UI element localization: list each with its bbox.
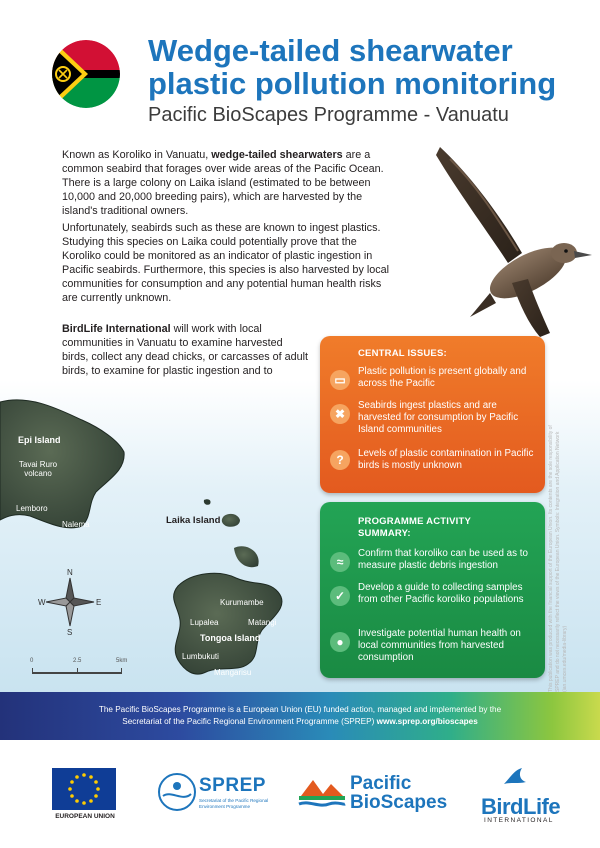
compass-n: N <box>67 568 73 577</box>
bird-icon: ≈ <box>330 552 350 572</box>
map-label-matangi: Matangi <box>248 618 277 627</box>
sprep-emblem-icon <box>157 772 197 817</box>
page-subtitle: Pacific BioScapes Programme - Vanuatu <box>148 104 509 126</box>
checklist-icon: ✓ <box>330 586 350 606</box>
scale-label-end: 5km <box>116 658 128 664</box>
central-issue-item: Levels of plastic contamination in Pacific birds is mostly unknown <box>358 448 534 471</box>
plastic-bag-icon: ▭ <box>330 370 350 390</box>
page-title: Wedge-tailed shearwater plastic pollution monitoring <box>148 33 557 101</box>
shearwater-photo <box>400 145 596 340</box>
map-label-tavai: Tavai Ruro volcano <box>18 460 58 478</box>
map-label-nalema: Nalema <box>62 520 90 529</box>
compass-e: E <box>96 598 102 607</box>
banner-line-1: The Pacific BioScapes Programme is a European Union (EU) funded action, managed and implemented by the <box>98 705 502 714</box>
map-label-mangarisu: Mangarisu <box>214 668 252 677</box>
vanuatu-flag <box>52 40 120 108</box>
activity-item: Develop a guide to collecting samples from other Pacific koroliko populations <box>358 582 524 605</box>
map-label-kurumambe: Kurumambe <box>220 598 264 607</box>
bioscapes-link[interactable]: www.sprep.org/bioscapes <box>376 717 478 726</box>
map-label-lupalea: Lupalea <box>190 618 219 627</box>
map-label-epi: Epi Island <box>18 435 61 445</box>
central-issue-item: Seabirds ingest plastics and are harvested for consumption by Pacific Island communities <box>358 400 519 435</box>
intro-paragraph-1: Known as Koroliko in Vanuatu, wedge-tailed shearwaters are a common seabird that forages over wide areas of the Pacific Ocean. There is a large colony on Laika island (estimated to be between 10,000 and 20,000 breeding pairs), which are harvested by the island's traditional owners. <box>62 149 384 217</box>
banner-line-2: Secretariat of the Pacific Regional Environment Programme (SPREP) www.sprep.org/bioscapes <box>122 717 478 726</box>
activity-item: Confirm that koroliko can be used as to measure plastic debris ingestion <box>358 548 528 571</box>
activity-item: Investigate potential human health on local communities from harvested consumption <box>358 628 521 663</box>
central-issues-title: CENTRAL ISSUES: <box>358 348 447 359</box>
sprep-logo-subtext: Secretariat of the Pacific Regional Environment Programme <box>199 798 269 809</box>
sprep-logo-text: SPREP <box>199 775 266 796</box>
funding-banner <box>0 692 600 740</box>
map-label-lumbukuti: Lumbukuti <box>182 652 219 661</box>
programme-activity-title: PROGRAMME ACTIVITY SUMMARY: <box>358 516 471 539</box>
question-icon: ? <box>330 450 350 470</box>
map-label-laika: Laika Island <box>166 515 221 526</box>
pacific-bioscapes-logo-text: Pacific BioScapes <box>350 773 448 813</box>
map-label-lemboro: Lemboro <box>16 504 48 513</box>
map-label-tongoa: Tongoa Island <box>200 633 261 643</box>
compass-s: S <box>67 628 73 637</box>
disclaimer: This publication was produced with the financial support of the European Union. Its contents are the sole responsibility of SPREP and do not necessarily reflect the views of the European Union. Symbols: Integration and Application Network (ian.umces.edu/media-library) <box>548 425 568 692</box>
birdlife-logo-text: BirdLife <box>481 794 561 819</box>
cutlery-icon: ✖ <box>330 404 350 424</box>
central-issues-panel <box>320 336 545 493</box>
intro-paragraph-2: Unfortunately, seabirds such as these are known to ingest plastics. Studying this species on Laika could potentially prove that the Koroliko could be monitored as an indicator of plastic ingestion in Pacific seabirds. Furthermore, this species is also harvested by local communities for consumption and any potential human health risks are currently unknown. <box>62 222 390 304</box>
programme-activity-panel <box>320 502 545 678</box>
eu-logo-text: EUROPEAN UNION <box>55 813 115 820</box>
central-issue-item: Plastic pollution is present globally and across the Pacific <box>358 366 527 389</box>
scale-label-0: 0 <box>30 658 34 664</box>
pacific-bioscapes-emblem-icon <box>297 774 347 813</box>
birdlife-bird-icon <box>502 766 528 797</box>
scale-label-mid: 2.5 <box>73 658 82 664</box>
intro-paragraph-3: BirdLife International will work with local communities in Vanuatu to examine harvested birds, collect any dead chicks, or carcasses of adult birds, to examine for plastic ingestion and to <box>62 323 309 377</box>
people-icon: ● <box>330 632 350 652</box>
eu-flag-logo <box>52 768 116 810</box>
birdlife-logo-subtext: INTERNATIONAL <box>484 817 554 824</box>
compass-w: W <box>38 598 46 607</box>
